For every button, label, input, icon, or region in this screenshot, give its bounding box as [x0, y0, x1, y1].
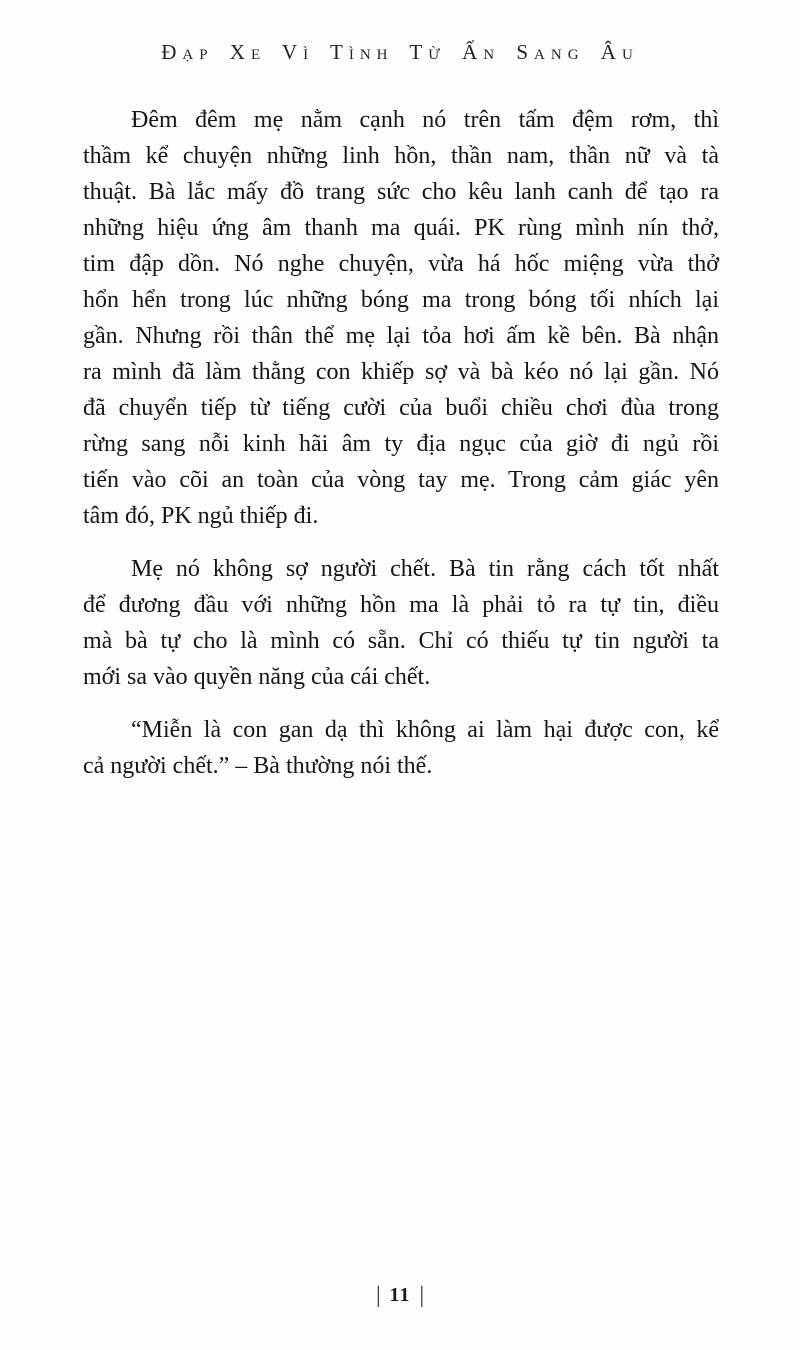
text-line: mà bà tự cho là mình có sẵn. Chỉ có thiếu tự tin người ta	[83, 628, 719, 654]
text-line: cả người chết.” – Bà thường nói thế.	[83, 753, 433, 779]
text-line: Mẹ nó không sợ người chết. Bà tin rằng cách tốt nhất	[131, 556, 719, 582]
text-line: hổn hển trong lúc những bóng ma trong bóng tối nhích lại	[83, 287, 719, 313]
text-line: Đêm đêm mẹ nằm cạnh nó trên tấm đệm rơm, thì	[131, 107, 719, 133]
running-header: Đạp Xe Vì Tình Từ Ấn Sang Âu	[161, 40, 639, 64]
text-line: để đương đầu với những hồn ma là phải tỏ ra tự tin, điều	[83, 592, 719, 618]
text-line: gần. Nhưng rồi thân thể mẹ lại tỏa hơi ấm kề bên. Bà nhận	[83, 323, 719, 349]
text-line: những hiệu ứng âm thanh ma quái. PK rùng mình nín thở,	[83, 215, 719, 241]
text-line: thuật. Bà lắc mấy đồ trang sức cho kêu lanh canh để tạo ra	[83, 179, 719, 205]
text-line: tâm đó, PK ngủ thiếp đi.	[83, 503, 319, 529]
paragraph	[83, 102, 719, 534]
text-line: tiến vào cõi an toàn của vòng tay mẹ. Trong cảm giác yên	[83, 467, 719, 493]
text-line: ra mình đã làm thằng con khiếp sợ và bà kéo nó lại gần. Nó	[83, 359, 719, 385]
paragraph	[83, 551, 719, 695]
text-line: đã chuyển tiếp từ tiếng cười của buổi chiều chơi đùa trong	[83, 395, 719, 421]
text-line: “Miễn là con gan dạ thì không ai làm hại được con, kể	[131, 717, 719, 743]
page-number: 11	[389, 1284, 411, 1306]
text-line: thầm kể chuyện những linh hồn, thần nam, thần nữ và tà	[83, 143, 719, 169]
text-line: rừng sang nỗi kinh hãi âm ty địa ngục của giờ đi ngủ rồi	[83, 431, 719, 457]
footer-left-bar: |	[375, 1282, 381, 1307]
text-body	[83, 102, 719, 801]
footer-right-bar: |	[419, 1282, 425, 1307]
page-footer	[0, 1281, 800, 1307]
paragraph	[83, 712, 719, 784]
text-line: tim đập dồn. Nó nghe chuyện, vừa há hốc miệng vừa thở	[83, 251, 719, 277]
text-line: mới sa vào quyền năng của cái chết.	[83, 664, 431, 690]
